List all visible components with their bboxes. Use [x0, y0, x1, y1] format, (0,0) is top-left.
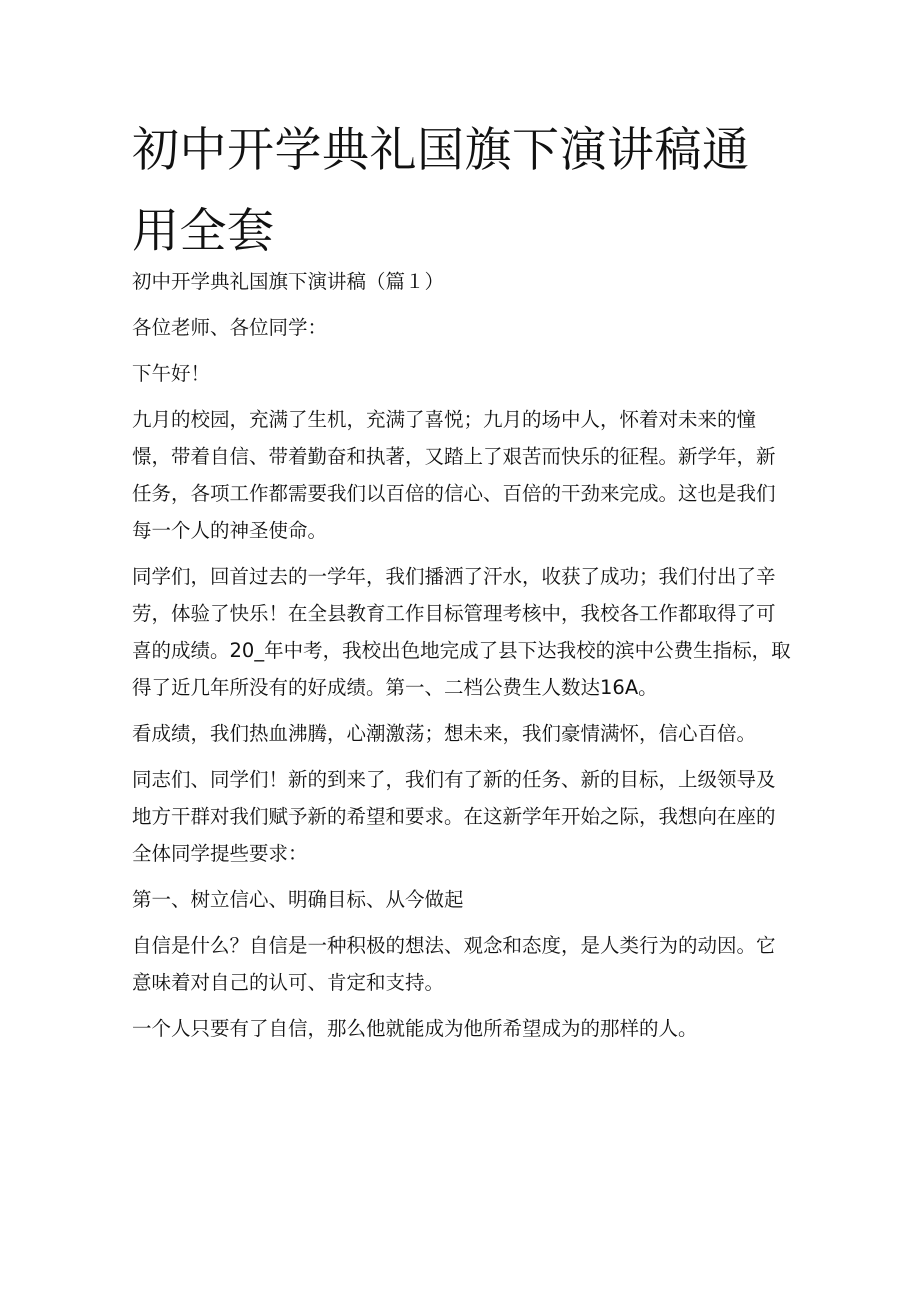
- speech-subtitle: 初中开学典礼国旗下演讲稿（篇１）: [132, 270, 445, 293]
- salutation: 各位老师、各位同学：: [132, 316, 328, 339]
- paragraph: 同志们、同学们！新的到来了，我们有了新的任务、新的目标，上级领导及地方干群对我们赋予新的希望和要求。在这新学年开始之际，我想向在座的全体同学提些要求：: [132, 768, 776, 865]
- paragraph: 看成绩，我们热血沸腾，心潮激荡；想未来，我们豪情满怀，信心百倍。: [132, 722, 757, 745]
- section-heading: 第一、树立信心、明确目标、从今做起: [132, 888, 464, 911]
- paragraph: 同学们，回首过去的一学年，我们播洒了汗水，收获了成功；我们付出了辛劳，体验了快乐！在全县教育工作目标管理考核中，我校各工作都取得了可喜的成绩。20_年中考，我校出色地完成了县下达我校的滨中公费生指标，取得了近几年所没有的好成绩。第一、二档公费生人数达16A。: [132, 565, 791, 699]
- document-body: [132, 263, 794, 1056]
- paragraph: 一个人只要有了自信，那么他就能成为他所希望成为的那样的人。: [132, 1017, 698, 1040]
- document-title: 初中开学典礼国旗下演讲稿通用全套: [132, 123, 750, 259]
- greeting: 下午好！: [132, 362, 211, 385]
- paragraph: 九月的校园，充满了生机，充满了喜悦；九月的场中人，怀着对未来的憧憬，带着自信、带着勤奋和执著，又踏上了艰苦而快乐的征程。新学年，新任务，各项工作都需要我们以百倍的信心、百倍的干劲来完成。这也是我们每一个人的神圣使命。: [132, 408, 776, 542]
- paragraph: 自信是什么？自信是一种积极的想法、观念和态度，是人类行为的动因。它意味着对自己的认可、肯定和支持。: [132, 934, 776, 994]
